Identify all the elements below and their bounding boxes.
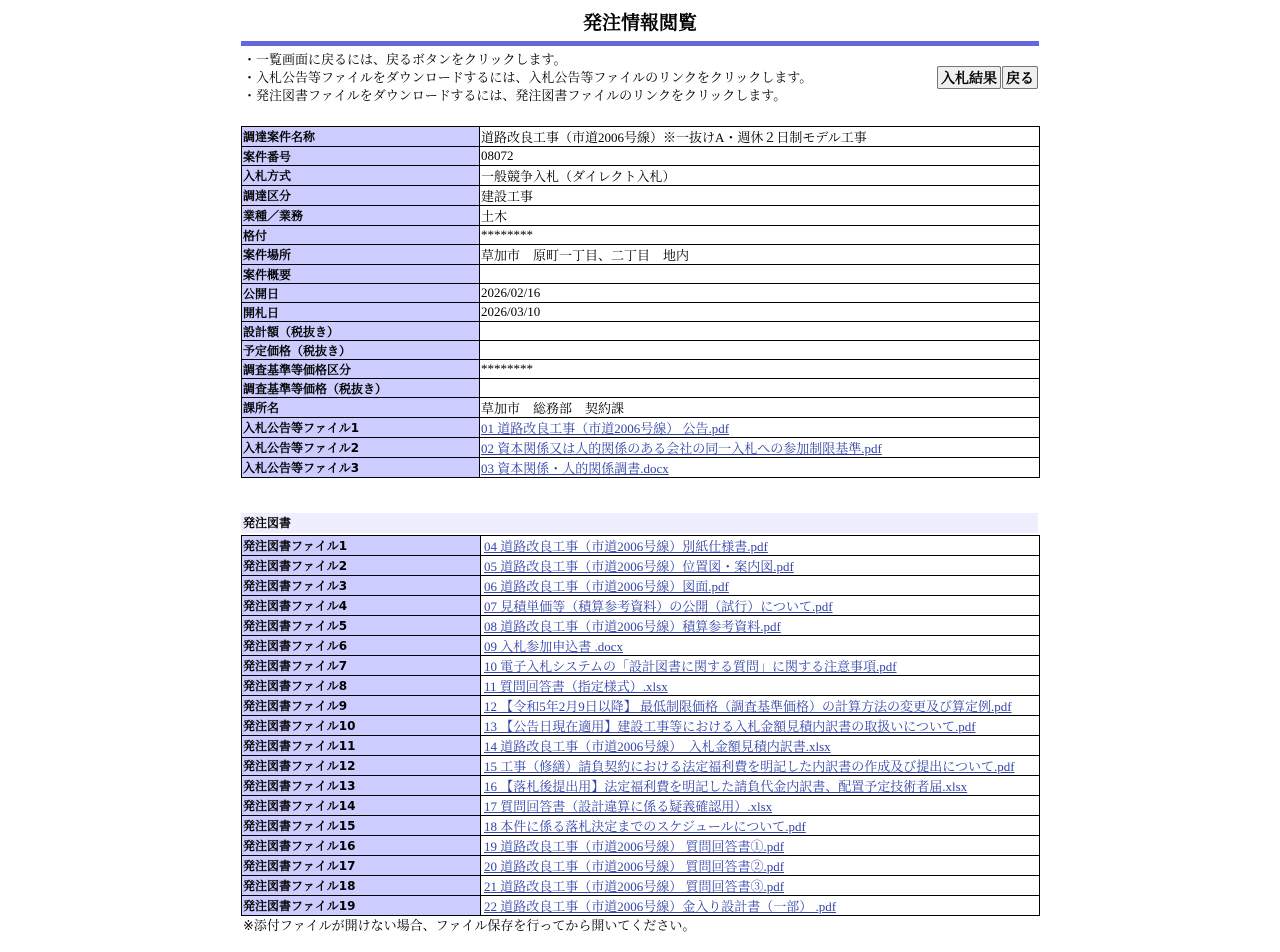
drawing-file-cell	[481, 776, 1040, 796]
drawing-file-link[interactable]: 22 道路改良工事（市道2006号線）金入り設計書（一部） .pdf	[484, 899, 837, 914]
drawing-file-row	[242, 616, 1040, 636]
drawing-file-row	[242, 596, 1040, 616]
drawing-file-label: 発注図書ファイル13	[242, 776, 481, 796]
drawing-file-link[interactable]: 10 電子入札システムの「設計図書に関する質問」に関する注意事項.pdf	[484, 659, 897, 674]
drawing-file-cell	[481, 636, 1040, 656]
info-row	[242, 398, 1040, 418]
drawing-file-cell	[481, 816, 1040, 836]
drawing-file-link[interactable]: 20 道路改良工事（市道2006号線） 質問回答書②.pdf	[484, 859, 785, 874]
footnote: ※添付ファイルが開けない場合、ファイル保存を行ってから開いてください。	[243, 919, 696, 934]
instruction-note: ・一覧画面に戻るには、戻るボタンをクリックします。	[243, 53, 567, 68]
drawing-file-row	[242, 676, 1040, 696]
drawing-file-cell	[481, 716, 1040, 736]
info-row	[242, 265, 1040, 284]
info-row	[242, 284, 1040, 303]
info-row	[242, 458, 1040, 478]
drawing-file-cell	[481, 876, 1040, 896]
drawing-file-label: 発注図書ファイル5	[242, 616, 481, 636]
info-label: 業種／業務	[242, 206, 480, 226]
info-row	[242, 206, 1040, 226]
info-row	[242, 379, 1040, 398]
info-row	[242, 147, 1040, 166]
drawing-file-cell	[481, 756, 1040, 776]
bid-notice-file-link[interactable]: 03 資本関係・人的関係調書.docx	[481, 461, 669, 476]
drawing-file-cell	[481, 536, 1040, 556]
drawing-file-link[interactable]: 14 道路改良工事（市道2006号線） 入札金額見積内訳書.xlsx	[484, 739, 831, 754]
drawing-file-cell	[481, 896, 1040, 916]
info-label: 入札公告等ファイル3	[242, 458, 480, 478]
drawing-file-row	[242, 876, 1040, 896]
drawing-file-label: 発注図書ファイル11	[242, 736, 481, 756]
drawing-file-label: 発注図書ファイル2	[242, 556, 481, 576]
drawing-file-label: 発注図書ファイル6	[242, 636, 481, 656]
info-label: 課所名	[242, 398, 480, 418]
drawing-file-cell	[481, 796, 1040, 816]
instructions-area	[241, 46, 1039, 126]
drawing-file-row	[242, 716, 1040, 736]
drawing-file-link[interactable]: 19 道路改良工事（市道2006号線） 質問回答書①.pdf	[484, 839, 785, 854]
info-row	[242, 322, 1040, 341]
drawing-file-link[interactable]: 21 道路改良工事（市道2006号線） 質問回答書③.pdf	[484, 879, 785, 894]
bid-notice-file-link[interactable]: 02 資本関係又は人的関係のある会社の同一入札への参加制限基準.pdf	[481, 441, 882, 456]
info-value-cell	[480, 322, 1040, 341]
drawing-file-cell	[481, 556, 1040, 576]
info-value-cell: 土木	[480, 206, 1040, 226]
drawing-file-row	[242, 816, 1040, 836]
back-button[interactable]: 戻る	[1002, 66, 1038, 89]
info-label: 公開日	[242, 284, 480, 303]
drawing-file-link[interactable]: 08 道路改良工事（市道2006号線）積算参考資料.pdf	[484, 619, 781, 634]
drawing-file-row	[242, 656, 1040, 676]
info-row	[242, 245, 1040, 265]
info-value-cell: 08072	[480, 147, 1040, 166]
drawing-file-cell	[481, 656, 1040, 676]
info-value-cell	[480, 379, 1040, 398]
drawing-file-link[interactable]: 11 質問回答書（指定様式）.xlsx	[484, 679, 668, 694]
info-label: 案件番号	[242, 147, 480, 166]
drawing-file-cell	[481, 856, 1040, 876]
drawing-file-label: 発注図書ファイル15	[242, 816, 481, 836]
info-value-cell: 道路改良工事（市道2006号線）※一抜けA・週休２日制モデル工事	[480, 127, 1040, 147]
drawing-file-link[interactable]: 04 道路改良工事（市道2006号線）別紙仕様書.pdf	[484, 539, 768, 554]
info-value-cell: 2026/03/10	[480, 303, 1040, 322]
drawing-file-row	[242, 796, 1040, 816]
drawing-file-link[interactable]: 12 【令和5年2月9日以降】 最低制限価格（調査基準価格）の計算方法の変更及び算定例.pdf	[484, 699, 1012, 714]
drawing-file-link[interactable]: 05 道路改良工事（市道2006号線）位置図・案内図.pdf	[484, 559, 794, 574]
drawing-file-cell	[481, 736, 1040, 756]
drawing-file-link[interactable]: 18 本件に係る落札決定までのスケジュールについて.pdf	[484, 819, 806, 834]
info-value-cell: ********	[480, 226, 1040, 245]
drawing-file-row	[242, 736, 1040, 756]
info-value-cell	[480, 265, 1040, 284]
info-row	[242, 303, 1040, 322]
drawing-file-label: 発注図書ファイル18	[242, 876, 481, 896]
drawing-file-link[interactable]: 09 入札参加申込書 .docx	[484, 639, 624, 654]
drawing-file-label: 発注図書ファイル19	[242, 896, 481, 916]
drawing-file-label: 発注図書ファイル10	[242, 716, 481, 736]
info-label: 予定価格（税抜き）	[242, 341, 480, 360]
info-label: 開札日	[242, 303, 480, 322]
info-label: 案件場所	[242, 245, 480, 265]
info-row	[242, 360, 1040, 379]
info-value-cell: 草加市 原町一丁目、二丁目 地内	[480, 245, 1040, 265]
info-row	[242, 226, 1040, 245]
drawing-file-row	[242, 636, 1040, 656]
drawing-file-label: 発注図書ファイル7	[242, 656, 481, 676]
info-value-cell: 一般競争入札（ダイレクト入札）	[480, 166, 1040, 186]
action-buttons	[936, 66, 1038, 89]
info-label: 調達区分	[242, 186, 480, 206]
drawing-file-row	[242, 776, 1040, 796]
drawing-file-link[interactable]: 15 工事（修繕）請負契約における法定福利費を明記した内訳書の作成及び提出について.pdf	[484, 759, 1015, 774]
drawing-file-cell	[481, 596, 1040, 616]
drawing-file-label: 発注図書ファイル17	[242, 856, 481, 876]
info-label: 入札公告等ファイル1	[242, 418, 480, 438]
instruction-notes	[243, 52, 812, 106]
drawing-file-link[interactable]: 07 見積単価等（積算参考資料）の公開（試行）について.pdf	[484, 599, 833, 614]
drawing-file-row	[242, 556, 1040, 576]
drawing-file-label: 発注図書ファイル3	[242, 576, 481, 596]
drawing-file-row	[242, 576, 1040, 596]
page-title: 発注情報閲覧	[582, 12, 697, 34]
info-value-cell: ********	[480, 360, 1040, 379]
info-row	[242, 418, 1040, 438]
info-value-cell	[480, 341, 1040, 360]
info-value-cell: 建設工事	[480, 186, 1040, 206]
drawing-file-row	[242, 536, 1040, 556]
info-row	[242, 341, 1040, 360]
info-label: 格付	[242, 226, 480, 245]
drawing-file-label: 発注図書ファイル9	[242, 696, 481, 716]
drawing-file-row	[242, 696, 1040, 716]
drawing-file-label: 発注図書ファイル14	[242, 796, 481, 816]
drawing-file-row	[242, 836, 1040, 856]
info-value-cell	[480, 418, 1040, 438]
info-label: 入札方式	[242, 166, 480, 186]
info-row	[242, 438, 1040, 458]
drawing-file-cell	[481, 576, 1040, 596]
drawing-file-cell	[481, 836, 1040, 856]
info-row	[242, 127, 1040, 147]
drawing-file-row	[242, 756, 1040, 776]
drawing-file-link[interactable]: 17 質問回答書（設計違算に係る疑義確認用）.xlsx	[484, 799, 773, 814]
drawing-file-label: 発注図書ファイル16	[242, 836, 481, 856]
instruction-note: ・発注図書ファイルをダウンロードするには、発注図書ファイルのリンクをクリックします。	[243, 89, 787, 104]
info-value-cell	[480, 438, 1040, 458]
bid-result-button[interactable]: 入札結果	[937, 66, 1001, 89]
drawing-file-label: 発注図書ファイル8	[242, 676, 481, 696]
info-label: 調達案件名称	[242, 127, 480, 147]
bid-notice-file-link[interactable]: 01 道路改良工事（市道2006号線） 公告.pdf	[481, 421, 730, 436]
drawings-file-table	[241, 535, 1040, 916]
drawing-file-link[interactable]: 13 【公告日現在適用】建設工事等における入札金額見積内訳書の取扱いについて.pdf	[484, 719, 976, 734]
info-row	[242, 166, 1040, 186]
drawing-file-link[interactable]: 06 道路改良工事（市道2006号線）図面.pdf	[484, 579, 729, 594]
drawing-file-cell	[481, 696, 1040, 716]
info-value-cell: 2026/02/16	[480, 284, 1040, 303]
info-label: 入札公告等ファイル2	[242, 438, 480, 458]
info-label: 設計額（税抜き）	[242, 322, 480, 341]
drawing-file-cell	[481, 616, 1040, 636]
info-label: 案件概要	[242, 265, 480, 284]
info-row	[242, 186, 1040, 206]
drawing-file-label: 発注図書ファイル4	[242, 596, 481, 616]
drawing-file-cell	[481, 676, 1040, 696]
drawing-file-label: 発注図書ファイル1	[242, 536, 481, 556]
info-value-cell: 草加市 総務部 契約課	[480, 398, 1040, 418]
instruction-note: ・入札公告等ファイルをダウンロードするには、入札公告等ファイルのリンクをクリックします。	[243, 71, 813, 86]
info-label: 調査基準等価格区分	[242, 360, 480, 379]
info-label: 調査基準等価格（税抜き）	[242, 379, 480, 398]
drawing-file-row	[242, 856, 1040, 876]
page-container	[241, 0, 1039, 938]
info-value-cell	[480, 458, 1040, 478]
drawings-section-heading: 発注図書	[241, 513, 1038, 533]
drawing-file-link[interactable]: 16 【落札後提出用】法定福利費を明記した請負代金内訳書、配置予定技術者届.xlsx	[484, 779, 968, 794]
drawing-file-row	[242, 896, 1040, 916]
procurement-info-table	[241, 126, 1040, 478]
drawing-file-label: 発注図書ファイル12	[242, 756, 481, 776]
